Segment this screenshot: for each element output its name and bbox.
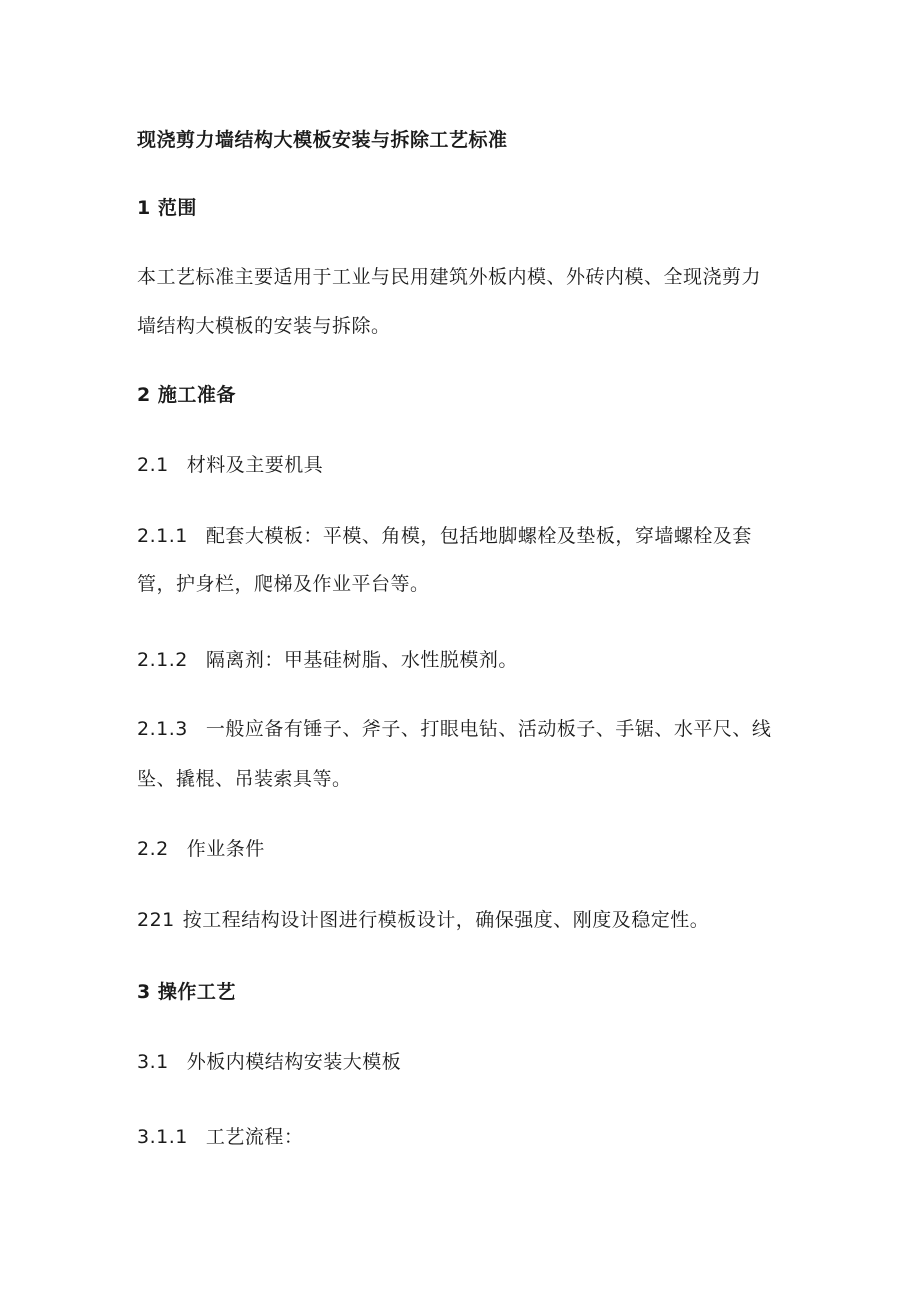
item-2-1-1-line-1 — [137, 524, 752, 548]
section-1-paragraph-line-2: 墙结构大模板的安装与拆除。 — [137, 315, 391, 337]
subsection-number: 2.1 — [137, 454, 169, 476]
item-text: 隔离剂：甲基硅树脂、水性脱模剂。 — [205, 649, 518, 671]
item-2-1-1-line-2: 管，护身栏，爬梯及作业平台等。 — [137, 573, 430, 595]
item-3-1-1 — [137, 1125, 303, 1149]
subsection-number: 2.2 — [137, 838, 169, 860]
subsection-text: 外板内模结构安装大模板 — [186, 1051, 402, 1073]
section-2-heading: 2 施工准备 — [137, 384, 236, 406]
item-number: 2.1.1 — [137, 525, 188, 547]
item-number: 221 — [137, 909, 175, 931]
item-number: 3.1.1 — [137, 1126, 188, 1148]
section-1-paragraph-line-1: 本工艺标准主要适用于工业与民用建筑外板内模、外砖内模、全现浇剪力 — [137, 266, 762, 288]
subsection-text: 材料及主要机具 — [186, 454, 324, 476]
subsection-2-1 — [137, 453, 323, 477]
subsection-number: 3.1 — [137, 1051, 169, 1073]
subsection-2-2 — [137, 837, 265, 861]
item-2-1-2 — [137, 648, 518, 672]
subsection-text: 作业条件 — [186, 838, 265, 860]
item-text: 按工程结构设计图进行模板设计，确保强度、刚度及稳定性。 — [182, 909, 710, 931]
item-text: 工艺流程： — [205, 1126, 304, 1148]
document-title: 现浇剪力墙结构大模板安装与拆除工艺标准 — [137, 129, 508, 151]
item-2-1-3-line-2: 坠、撬棍、吊装索具等。 — [137, 768, 352, 790]
section-3-heading: 3 操作工艺 — [137, 981, 236, 1003]
item-text: 一般应备有锤子、斧子、打眼电钻、活动板子、手锯、水平尺、线 — [205, 718, 772, 740]
item-2-1-3-line-1 — [137, 717, 771, 741]
subsection-3-1 — [137, 1050, 401, 1074]
section-1-heading: 1 范围 — [137, 197, 197, 219]
item-text: 配套大模板：平模、角模，包括地脚螺栓及垫板，穿墙螺栓及套 — [205, 525, 752, 547]
item-number: 2.1.2 — [137, 649, 188, 671]
item-221 — [137, 908, 709, 932]
item-number: 2.1.3 — [137, 718, 188, 740]
